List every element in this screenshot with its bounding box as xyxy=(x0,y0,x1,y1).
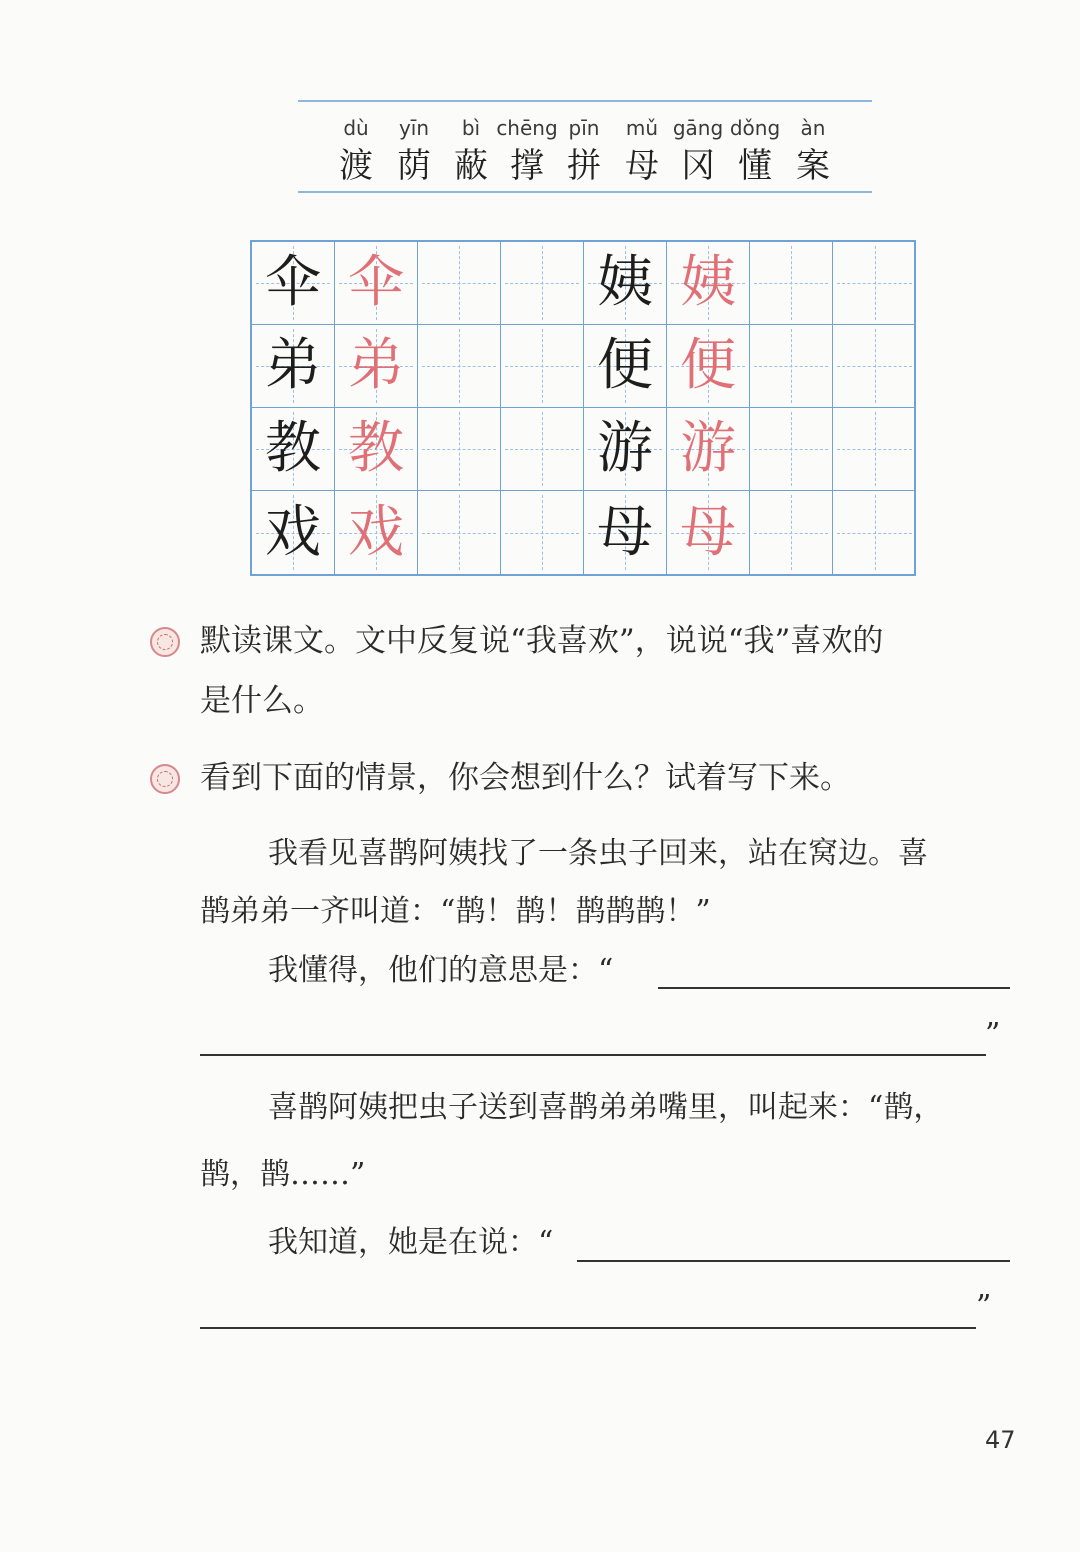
answer-blank-line[interactable] xyxy=(658,987,1010,989)
grid-cell xyxy=(252,408,335,491)
grid-cell-blank[interactable] xyxy=(501,408,584,491)
model-character: 便 xyxy=(597,333,653,398)
grid-cell xyxy=(335,408,418,491)
pinyin: àn xyxy=(800,116,826,140)
vocab-character: 蔽 xyxy=(454,146,488,186)
trace-character: 游 xyxy=(680,416,736,481)
vocab-character: 案 xyxy=(796,146,830,186)
trace-character: 伞 xyxy=(348,250,404,315)
grid-cell-blank[interactable] xyxy=(750,242,833,325)
pinyin: dǒng xyxy=(729,116,781,140)
grid-cell xyxy=(252,325,335,408)
writing-practice-grid xyxy=(250,240,916,576)
grid-cell xyxy=(584,325,667,408)
model-character: 弟 xyxy=(265,333,321,398)
grid-cell xyxy=(667,242,750,325)
grid-cell-blank[interactable] xyxy=(833,325,916,408)
grid-cell-blank[interactable] xyxy=(501,242,584,325)
model-character: 教 xyxy=(265,416,321,481)
vocab-bottom-rule xyxy=(298,191,872,193)
grid-cell-blank[interactable] xyxy=(501,325,584,408)
vocab-character: 冈 xyxy=(681,146,715,186)
grid-cell xyxy=(335,325,418,408)
grid-cell-blank[interactable] xyxy=(418,242,501,325)
model-character: 伞 xyxy=(265,250,321,315)
grid-cell-blank[interactable] xyxy=(501,491,584,574)
grid-cell xyxy=(667,491,750,574)
grid-cell xyxy=(584,491,667,574)
question-1-line-1: 默读课文。文中反复说“我喜欢”，说说“我”喜欢的 xyxy=(200,623,884,659)
vocab-character: 荫 xyxy=(397,146,431,186)
passage-2-prompt: 我知道，她是在说：“ xyxy=(268,1225,554,1260)
vocab-character: 撑 xyxy=(510,146,544,186)
trace-character: 戏 xyxy=(348,499,404,565)
passage-1-prompt: 我懂得，他们的意思是：“ xyxy=(268,953,614,988)
answer-blank-line[interactable] xyxy=(200,1327,976,1329)
model-character: 母 xyxy=(597,499,653,565)
pinyin: mǔ xyxy=(625,116,659,140)
trace-character: 姨 xyxy=(680,250,736,315)
vocab-character: 母 xyxy=(625,146,659,186)
model-character: 戏 xyxy=(265,499,321,565)
vocab-character: 拼 xyxy=(567,146,601,186)
grid-cell-blank[interactable] xyxy=(833,408,916,491)
pinyin: gāng xyxy=(672,116,724,140)
grid-cell-blank[interactable] xyxy=(750,491,833,574)
page-number: 47 xyxy=(985,1426,1016,1454)
grid-cell-blank[interactable] xyxy=(418,408,501,491)
grid-cell xyxy=(252,491,335,574)
pinyin: dù xyxy=(343,116,369,140)
pinyin: chēng xyxy=(496,116,558,140)
passage-1-line-1: 我看见喜鹊阿姨找了一条虫子回来，站在窝边。喜 xyxy=(268,836,928,871)
passage-2-line-2: 鹊，鹊……” xyxy=(200,1157,366,1192)
pinyin: bì xyxy=(461,116,481,140)
model-character: 姨 xyxy=(597,250,653,315)
trace-character: 便 xyxy=(680,333,736,398)
answer-blank-line[interactable] xyxy=(200,1054,986,1056)
trace-character: 母 xyxy=(680,499,736,565)
vocab-character: 渡 xyxy=(339,146,373,186)
grid-cell xyxy=(335,242,418,325)
closing-quote: ” xyxy=(985,1017,1001,1052)
grid-cell xyxy=(667,325,750,408)
vocab-character: 懂 xyxy=(738,146,772,186)
grid-cell-blank[interactable] xyxy=(833,491,916,574)
passage-2-line-1: 喜鹊阿姨把虫子送到喜鹊弟弟嘴里，叫起来：“鹊， xyxy=(268,1090,944,1125)
grid-cell xyxy=(667,408,750,491)
question-1-line-2: 是什么。 xyxy=(200,683,324,719)
passage-1-line-2: 鹊弟弟一齐叫道：“鹊！鹊！鹊鹊鹊！” xyxy=(200,894,711,929)
grid-cell-blank[interactable] xyxy=(418,491,501,574)
pinyin: pīn xyxy=(568,116,600,140)
exercise-marker-icon xyxy=(150,764,180,794)
grid-cell-blank[interactable] xyxy=(750,408,833,491)
answer-blank-line[interactable] xyxy=(577,1260,1010,1262)
grid-cell xyxy=(335,491,418,574)
vocab-top-rule xyxy=(298,100,872,102)
question-2: 看到下面的情景，你会想到什么？试着写下来。 xyxy=(200,760,851,796)
grid-cell xyxy=(584,242,667,325)
grid-cell-blank[interactable] xyxy=(833,242,916,325)
trace-character: 教 xyxy=(348,416,404,481)
model-character: 游 xyxy=(597,416,653,481)
grid-cell xyxy=(252,242,335,325)
grid-cell-blank[interactable] xyxy=(418,325,501,408)
exercise-marker-icon xyxy=(150,627,180,657)
closing-quote: ” xyxy=(976,1289,992,1324)
pinyin: yīn xyxy=(398,116,430,140)
trace-character: 弟 xyxy=(348,333,404,398)
grid-cell xyxy=(584,408,667,491)
grid-cell-blank[interactable] xyxy=(750,325,833,408)
